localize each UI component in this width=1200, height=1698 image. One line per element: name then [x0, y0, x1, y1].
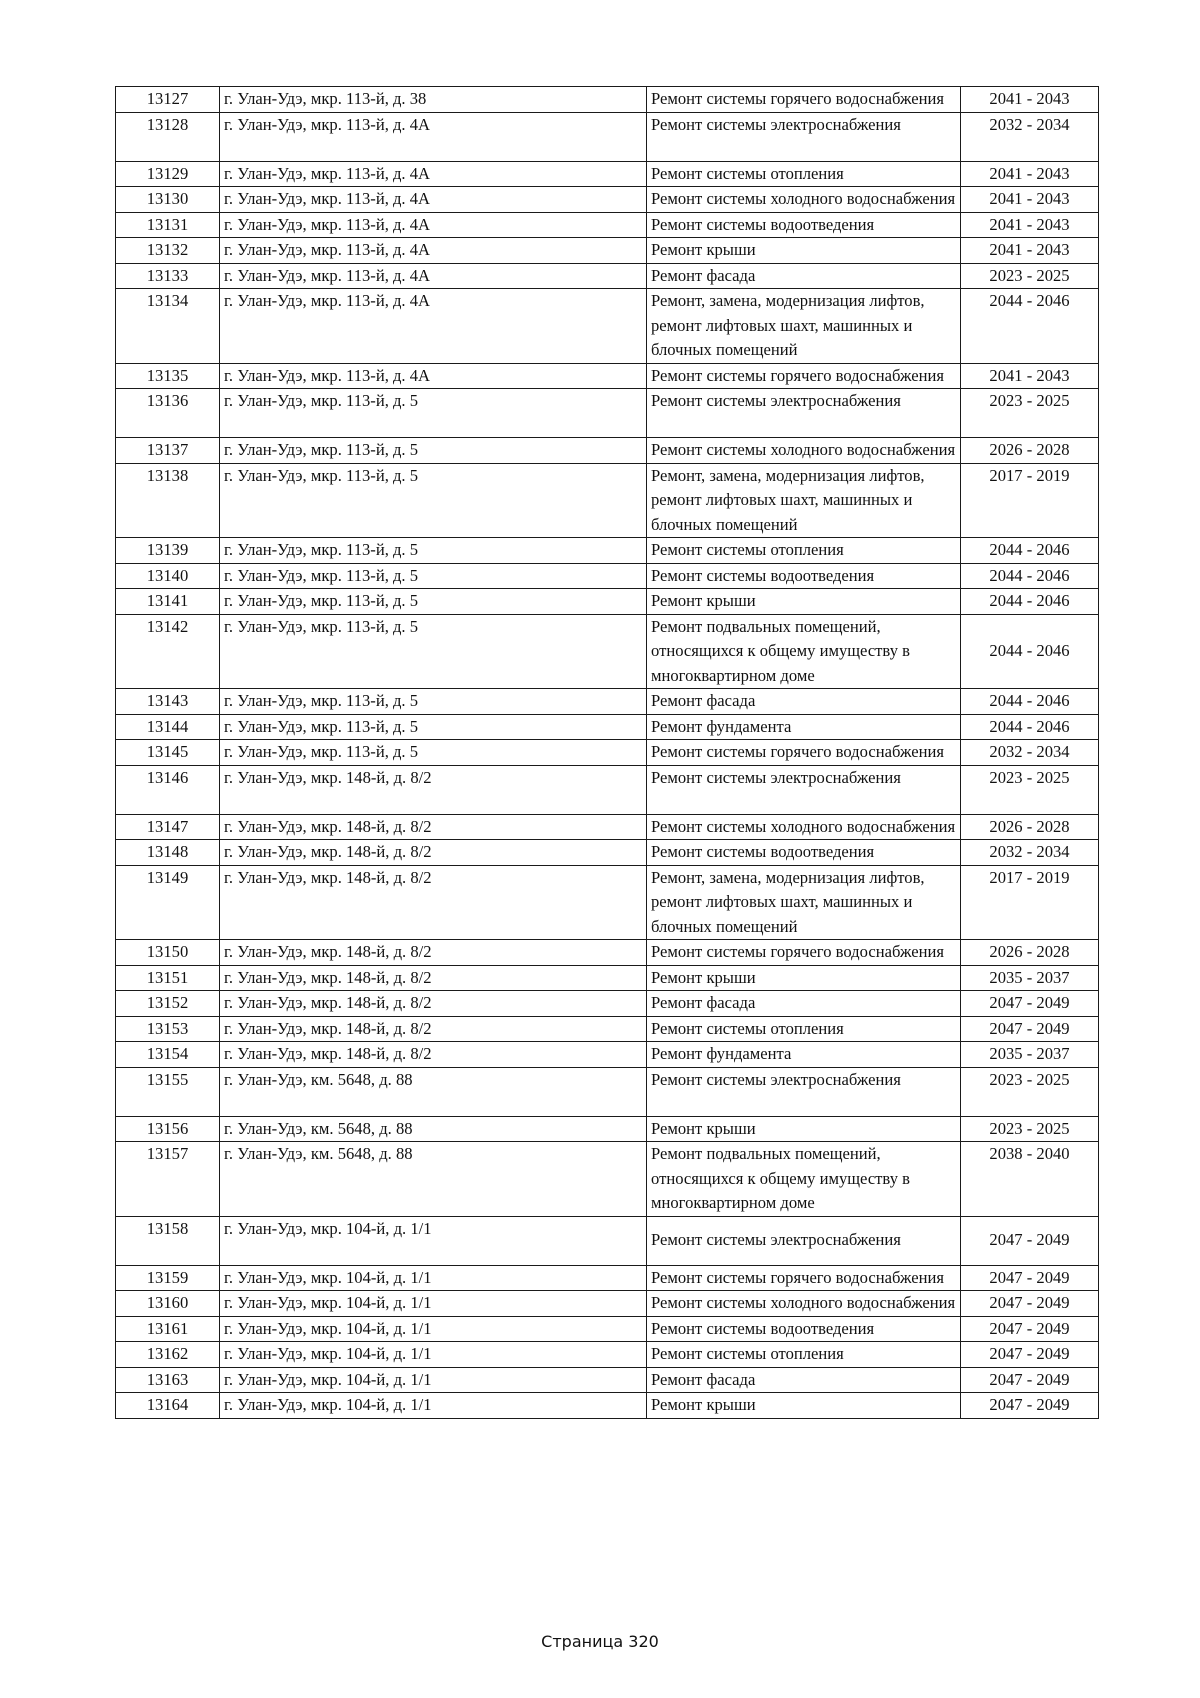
- row-period: 2032 - 2034: [961, 740, 1099, 766]
- table-row: [116, 865, 1099, 940]
- row-work-type: Ремонт фасада: [647, 263, 961, 289]
- row-number: 13128: [116, 112, 220, 161]
- row-address: г. Улан-Удэ, мкр. 113-й, д. 4А: [220, 289, 647, 364]
- row-work-type: Ремонт крыши: [647, 1116, 961, 1142]
- table-row: [116, 563, 1099, 589]
- row-period: 2041 - 2043: [961, 87, 1099, 113]
- row-number: 13157: [116, 1142, 220, 1217]
- table-row: [116, 589, 1099, 615]
- row-period: 2047 - 2049: [961, 1016, 1099, 1042]
- row-address: г. Улан-Удэ, мкр. 148-й, д. 8/2: [220, 1042, 647, 1068]
- row-number: 13141: [116, 589, 220, 615]
- row-number: 13139: [116, 538, 220, 564]
- row-number: 13136: [116, 389, 220, 438]
- row-period: 2044 - 2046: [961, 714, 1099, 740]
- row-period: 2041 - 2043: [961, 238, 1099, 264]
- row-work-type: Ремонт системы горячего водоснабжения: [647, 87, 961, 113]
- table-row: [116, 765, 1099, 814]
- row-number: 13129: [116, 161, 220, 187]
- table-row: [116, 714, 1099, 740]
- row-work-type: Ремонт системы отопления: [647, 1016, 961, 1042]
- row-work-type: Ремонт, замена, модернизация лифтов, ремонт лифтовых шахт, машинных и блочных помещений: [647, 463, 961, 538]
- row-number: 13153: [116, 1016, 220, 1042]
- table-row: [116, 965, 1099, 991]
- row-address: г. Улан-Удэ, мкр. 104-й, д. 1/1: [220, 1393, 647, 1419]
- row-number: 13156: [116, 1116, 220, 1142]
- table-row: [116, 161, 1099, 187]
- row-period: 2041 - 2043: [961, 363, 1099, 389]
- row-period: 2044 - 2046: [961, 289, 1099, 364]
- row-address: г. Улан-Удэ, мкр. 113-й, д. 4А: [220, 161, 647, 187]
- row-number: 13161: [116, 1316, 220, 1342]
- row-address: г. Улан-Удэ, мкр. 113-й, д. 5: [220, 714, 647, 740]
- row-address: г. Улан-Удэ, мкр. 148-й, д. 8/2: [220, 765, 647, 814]
- row-address: г. Улан-Удэ, мкр. 113-й, д. 4А: [220, 363, 647, 389]
- row-number: 13148: [116, 840, 220, 866]
- row-address: г. Улан-Удэ, км. 5648, д. 88: [220, 1116, 647, 1142]
- row-work-type: Ремонт крыши: [647, 589, 961, 615]
- row-number: 13146: [116, 765, 220, 814]
- table-row: [116, 289, 1099, 364]
- row-address: г. Улан-Удэ, мкр. 113-й, д. 4А: [220, 238, 647, 264]
- row-work-type: Ремонт системы горячего водоснабжения: [647, 363, 961, 389]
- row-number: 13162: [116, 1342, 220, 1368]
- table-row: [116, 263, 1099, 289]
- row-period: 2032 - 2034: [961, 112, 1099, 161]
- page-number: Страница 320: [541, 1632, 659, 1651]
- row-period: 2026 - 2028: [961, 814, 1099, 840]
- row-work-type: Ремонт системы водоотведения: [647, 212, 961, 238]
- table-row: [116, 389, 1099, 438]
- row-address: г. Улан-Удэ, мкр. 104-й, д. 1/1: [220, 1342, 647, 1368]
- row-number: 13164: [116, 1393, 220, 1419]
- row-number: 13155: [116, 1067, 220, 1116]
- row-work-type: Ремонт фундамента: [647, 1042, 961, 1068]
- row-number: 13138: [116, 463, 220, 538]
- row-work-type: Ремонт подвальных помещений, относящихся к общему имуществу в многоквартирном доме: [647, 1142, 961, 1217]
- repair-schedule-table: [115, 86, 1099, 1419]
- row-address: г. Улан-Удэ, мкр. 104-й, д. 1/1: [220, 1265, 647, 1291]
- row-work-type: Ремонт крыши: [647, 965, 961, 991]
- row-work-type: Ремонт системы отопления: [647, 538, 961, 564]
- table-body: [116, 87, 1099, 1419]
- row-period: 2035 - 2037: [961, 1042, 1099, 1068]
- row-number: 13127: [116, 87, 220, 113]
- row-address: г. Улан-Удэ, мкр. 148-й, д. 8/2: [220, 991, 647, 1017]
- row-number: 13130: [116, 187, 220, 213]
- row-work-type: Ремонт фасада: [647, 689, 961, 715]
- row-work-type: Ремонт системы электроснабжения: [647, 389, 961, 438]
- row-period: 2023 - 2025: [961, 1116, 1099, 1142]
- row-address: г. Улан-Удэ, мкр. 113-й, д. 5: [220, 740, 647, 766]
- row-address: г. Улан-Удэ, мкр. 148-й, д. 8/2: [220, 940, 647, 966]
- row-work-type: Ремонт системы холодного водоснабжения: [647, 438, 961, 464]
- row-period: 2023 - 2025: [961, 1067, 1099, 1116]
- row-period: 2035 - 2037: [961, 965, 1099, 991]
- row-address: г. Улан-Удэ, мкр. 113-й, д. 5: [220, 589, 647, 615]
- table-row: [116, 614, 1099, 689]
- table-row: [116, 87, 1099, 113]
- row-address: г. Улан-Удэ, мкр. 113-й, д. 4А: [220, 263, 647, 289]
- row-period: 2041 - 2043: [961, 161, 1099, 187]
- row-address: г. Улан-Удэ, мкр. 113-й, д. 5: [220, 563, 647, 589]
- row-number: 13151: [116, 965, 220, 991]
- row-work-type: Ремонт системы водоотведения: [647, 563, 961, 589]
- row-period: 2032 - 2034: [961, 840, 1099, 866]
- row-number: 13160: [116, 1291, 220, 1317]
- row-work-type: Ремонт системы электроснабжения: [647, 1067, 961, 1116]
- row-address: г. Улан-Удэ, мкр. 148-й, д. 8/2: [220, 965, 647, 991]
- row-address: г. Улан-Удэ, км. 5648, д. 88: [220, 1067, 647, 1116]
- row-work-type: Ремонт системы горячего водоснабжения: [647, 940, 961, 966]
- row-period: 2041 - 2043: [961, 187, 1099, 213]
- row-period: 2044 - 2046: [961, 689, 1099, 715]
- row-address: г. Улан-Удэ, мкр. 113-й, д. 38: [220, 87, 647, 113]
- row-work-type: Ремонт системы электроснабжения: [647, 1216, 961, 1265]
- row-period: 2023 - 2025: [961, 263, 1099, 289]
- table-row: [116, 1342, 1099, 1368]
- row-work-type: Ремонт крыши: [647, 238, 961, 264]
- table-row: [116, 1142, 1099, 1217]
- row-address: г. Улан-Удэ, мкр. 113-й, д. 4А: [220, 187, 647, 213]
- row-address: г. Улан-Удэ, мкр. 104-й, д. 1/1: [220, 1316, 647, 1342]
- row-number: 13145: [116, 740, 220, 766]
- row-period: 2047 - 2049: [961, 1342, 1099, 1368]
- row-address: г. Улан-Удэ, мкр. 148-й, д. 8/2: [220, 865, 647, 940]
- row-period: 2023 - 2025: [961, 765, 1099, 814]
- row-work-type: Ремонт системы водоотведения: [647, 840, 961, 866]
- row-work-type: Ремонт подвальных помещений, относящихся к общему имуществу в многоквартирном доме: [647, 614, 961, 689]
- row-work-type: Ремонт системы горячего водоснабжения: [647, 1265, 961, 1291]
- row-address: г. Улан-Удэ, мкр. 148-й, д. 8/2: [220, 840, 647, 866]
- row-number: 13158: [116, 1216, 220, 1265]
- table-row: [116, 363, 1099, 389]
- table-row: [116, 1042, 1099, 1068]
- row-period: 2026 - 2028: [961, 438, 1099, 464]
- table-row: [116, 187, 1099, 213]
- row-address: г. Улан-Удэ, мкр. 104-й, д. 1/1: [220, 1367, 647, 1393]
- table-row: [116, 112, 1099, 161]
- row-number: 13142: [116, 614, 220, 689]
- row-work-type: Ремонт системы отопления: [647, 161, 961, 187]
- table-row: [116, 438, 1099, 464]
- table-row: [116, 1216, 1099, 1265]
- row-number: 13152: [116, 991, 220, 1017]
- row-work-type: Ремонт фасада: [647, 1367, 961, 1393]
- table-row: [116, 814, 1099, 840]
- row-work-type: Ремонт системы холодного водоснабжения: [647, 187, 961, 213]
- table-row: [116, 1265, 1099, 1291]
- row-period: 2047 - 2049: [961, 1393, 1099, 1419]
- row-address: г. Улан-Удэ, мкр. 113-й, д. 4А: [220, 112, 647, 161]
- row-work-type: Ремонт системы холодного водоснабжения: [647, 814, 961, 840]
- row-period: 2044 - 2046: [961, 614, 1099, 689]
- table-row: [116, 940, 1099, 966]
- row-period: 2026 - 2028: [961, 940, 1099, 966]
- row-number: 13132: [116, 238, 220, 264]
- row-period: 2047 - 2049: [961, 1265, 1099, 1291]
- table-row: [116, 840, 1099, 866]
- table-row: [116, 1316, 1099, 1342]
- row-address: г. Улан-Удэ, мкр. 104-й, д. 1/1: [220, 1216, 647, 1265]
- table-row: [116, 1116, 1099, 1142]
- table-row: [116, 1016, 1099, 1042]
- row-period: 2047 - 2049: [961, 1367, 1099, 1393]
- row-work-type: Ремонт, замена, модернизация лифтов, ремонт лифтовых шахт, машинных и блочных помещений: [647, 289, 961, 364]
- row-address: г. Улан-Удэ, мкр. 113-й, д. 5: [220, 438, 647, 464]
- row-number: 13143: [116, 689, 220, 715]
- row-address: г. Улан-Удэ, мкр. 113-й, д. 5: [220, 614, 647, 689]
- row-number: 13163: [116, 1367, 220, 1393]
- row-period: 2038 - 2040: [961, 1142, 1099, 1217]
- row-work-type: Ремонт системы холодного водоснабжения: [647, 1291, 961, 1317]
- table-row: [116, 1367, 1099, 1393]
- row-period: 2047 - 2049: [961, 1316, 1099, 1342]
- row-number: 13150: [116, 940, 220, 966]
- table-row: [116, 212, 1099, 238]
- row-period: 2044 - 2046: [961, 589, 1099, 615]
- table-row: [116, 463, 1099, 538]
- table-row: [116, 238, 1099, 264]
- table-row: [116, 740, 1099, 766]
- row-number: 13131: [116, 212, 220, 238]
- row-work-type: Ремонт системы отопления: [647, 1342, 961, 1368]
- row-number: 13159: [116, 1265, 220, 1291]
- row-period: 2017 - 2019: [961, 865, 1099, 940]
- row-period: 2047 - 2049: [961, 1291, 1099, 1317]
- row-number: 13140: [116, 563, 220, 589]
- row-number: 13147: [116, 814, 220, 840]
- row-number: 13137: [116, 438, 220, 464]
- row-period: 2047 - 2049: [961, 991, 1099, 1017]
- row-period: 2044 - 2046: [961, 563, 1099, 589]
- row-work-type: Ремонт фундамента: [647, 714, 961, 740]
- table-row: [116, 1067, 1099, 1116]
- row-address: г. Улан-Удэ, мкр. 113-й, д. 5: [220, 689, 647, 715]
- row-address: г. Улан-Удэ, мкр. 148-й, д. 8/2: [220, 814, 647, 840]
- row-work-type: Ремонт системы водоотведения: [647, 1316, 961, 1342]
- row-work-type: Ремонт системы электроснабжения: [647, 112, 961, 161]
- row-work-type: Ремонт крыши: [647, 1393, 961, 1419]
- table-row: [116, 689, 1099, 715]
- row-address: г. Улан-Удэ, мкр. 113-й, д. 5: [220, 389, 647, 438]
- row-period: 2017 - 2019: [961, 463, 1099, 538]
- row-number: 13154: [116, 1042, 220, 1068]
- table-row: [116, 1291, 1099, 1317]
- row-address: г. Улан-Удэ, мкр. 104-й, д. 1/1: [220, 1291, 647, 1317]
- row-number: 13135: [116, 363, 220, 389]
- row-address: г. Улан-Удэ, мкр. 113-й, д. 5: [220, 463, 647, 538]
- row-work-type: Ремонт системы горячего водоснабжения: [647, 740, 961, 766]
- row-period: 2044 - 2046: [961, 538, 1099, 564]
- row-number: 13144: [116, 714, 220, 740]
- table-row: [116, 1393, 1099, 1419]
- row-work-type: Ремонт системы электроснабжения: [647, 765, 961, 814]
- row-number: 13133: [116, 263, 220, 289]
- row-address: г. Улан-Удэ, мкр. 113-й, д. 4А: [220, 212, 647, 238]
- row-address: г. Улан-Удэ, мкр. 113-й, д. 5: [220, 538, 647, 564]
- row-number: 13149: [116, 865, 220, 940]
- row-address: г. Улан-Удэ, км. 5648, д. 88: [220, 1142, 647, 1217]
- row-number: 13134: [116, 289, 220, 364]
- table-row: [116, 538, 1099, 564]
- row-period: 2041 - 2043: [961, 212, 1099, 238]
- row-period: 2047 - 2049: [961, 1216, 1099, 1265]
- row-work-type: Ремонт фасада: [647, 991, 961, 1017]
- table-row: [116, 991, 1099, 1017]
- row-address: г. Улан-Удэ, мкр. 148-й, д. 8/2: [220, 1016, 647, 1042]
- row-period: 2023 - 2025: [961, 389, 1099, 438]
- row-work-type: Ремонт, замена, модернизация лифтов, ремонт лифтовых шахт, машинных и блочных помещений: [647, 865, 961, 940]
